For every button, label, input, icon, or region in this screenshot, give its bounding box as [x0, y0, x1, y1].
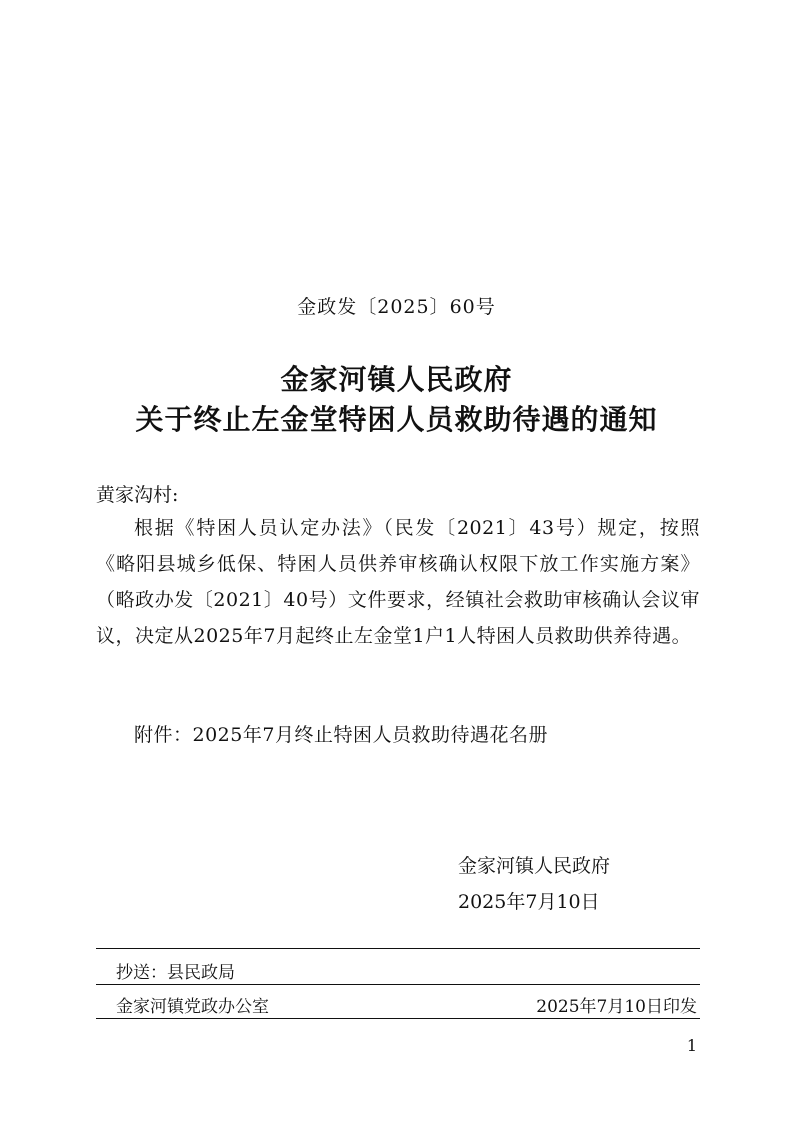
- body-paragraph: 根据《特困人员认定办法》（民发〔2021〕43号）规定，按照《略阳县城乡低保、特困人员供养审核确认权限下放工作实施方案》（略政办发〔2021〕40号）文件要求，经镇社会救助审核确认会议审议，决定从2025年7月起终止左金堂1户1人特困人员救助供养待遇。: [96, 517, 700, 647]
- document-title: [0, 360, 793, 440]
- issuer-office: 金家河镇党政办公室: [116, 997, 269, 1017]
- title-line-1: 金家河镇人民政府: [280, 363, 513, 396]
- footer-top-rule: [96, 948, 700, 949]
- print-date: 2025年7月10日印发: [536, 997, 697, 1017]
- signature-block: [458, 848, 610, 920]
- document-number: 金政发〔2025〕60号: [297, 296, 496, 318]
- signature-date: 2025年7月10日: [458, 891, 600, 913]
- cc-line: 抄送：县民政局: [116, 963, 235, 983]
- footer-middle-rule: [96, 984, 700, 985]
- footer-bottom-rule: [96, 1018, 700, 1019]
- attachment-line: 附件：2025年7月终止特困人员救助待遇花名册: [134, 724, 548, 746]
- page-number: 1: [686, 1036, 697, 1055]
- addressee: 黄家沟村:: [96, 484, 179, 506]
- signature-org: 金家河镇人民政府: [458, 855, 611, 877]
- title-line-2: 关于终止左金堂特困人员救助待遇的通知: [135, 403, 658, 436]
